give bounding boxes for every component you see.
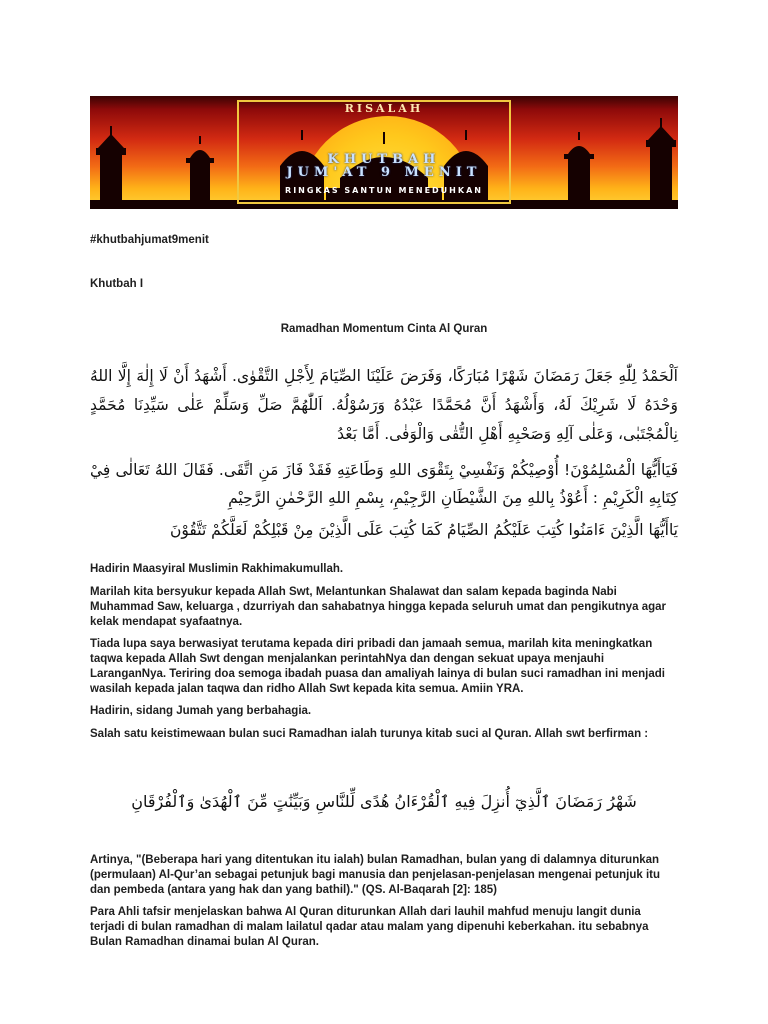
paragraph-wasiat: Tiada lupa saya berwasiyat terutama kepada diri pribadi dan jamaah semua, marilah kita meningkatkan taqwa kepada Allah Swt dengan menjalankan perintahNya dan dengan sekuat upaya menjauhi LaranganNya. Teriring doa semoga ibadah puasa dan amaliyah lainya di bulan suci ramadhan ini menjadi wasilah kepada jalan taqwa dan ridho Allah Swt kepada kita semua. Amiin YRA. xyxy=(90,638,665,695)
arabic-wasiat: فَيَاأَيُّهَا الْمُسْلِمُوْنَ! أُوْصِيْكُمْ وَنَفْسِيْ بِتَقْوَى اللهِ وَطَاعَتِهِ فَقَدْ فَازَ مَنِ اتَّقَى. فَقَالَ اللهُ تَعَالٰى فِيْ كِتَابِهِ الْكَرِيْمِ : أَعُوْذُ بِاللهِ مِنَ الشَّيْطَانِ الرَّجِيْمِ، بِسْمِ اللهِ الرَّحْمٰنِ الرَّحِيْمِ xyxy=(90,461,678,507)
document-title: Ramadhan Momentum Cinta Al Quran xyxy=(280,323,488,335)
paragraph-tafsir: Para Ahli tafsir menjelaskan bahwa Al Quran diturunkan Allah dari lauhil mahfud menuju langit dunia terjadi di bulan ramadhan di malam lailatul qadar atau malam yang dipenuhi keberkahan. itu sebabnya Bulan Ramadhan dinamai bulan Al Quran. xyxy=(90,906,649,948)
arabic-verse-ramadhan: شَهْرُ رَمَضَانَ ٱلَّذِيٓ أُنزِلَ فِيهِ ٱلْقُرْءَانُ هُدًى لِّلنَّاسِ وَبَيِّنَٰتٍ مِّنَ ٱلْهُدَىٰ وَٱلْفُرْقَانِ xyxy=(131,792,637,811)
banner-line2: JUM'AT 9 MENIT xyxy=(286,165,482,180)
banner-title: RISALAH xyxy=(344,102,424,115)
section-heading: Khutbah I xyxy=(90,278,144,290)
arabic-verse-fasting: يَاأَيُّهَا الَّذِيْنَ ءَامَنُوا كُتِبَ عَلَيْكُمُ الصِّيَامُ كَمَا كُتِبَ عَلَى الَّذِيْنَ مِنْ قَبْلِكُمْ لَعَلَّكُمْ تَتَّقُوْنَ xyxy=(170,521,678,539)
paragraph-intro: Salah satu keistimewaan bulan suci Ramadhan ialah turunya kitab suci al Quran. Allah swt berfirman : xyxy=(90,728,649,740)
paragraph-address: Hadirin, sidang Jumah yang berbahagia. xyxy=(90,705,312,717)
paragraph-gratitude: Marilah kita bersyukur kepada Allah Swt, Melantunkan Shalawat dan salam kepada baginda Nabi Muhammad Saw, keluarga , dzurriyah dan sahabatnya hingga kepada seluruh umat dan pengikutnya agar kelak mendapat syafaatnya. xyxy=(90,586,666,628)
paragraph-greeting: Hadirin Maasyiral Muslimin Rakhimakumullah. xyxy=(90,563,344,575)
hashtag: #khutbahjumat9menit xyxy=(90,234,209,246)
banner-tagline: RINGKAS SANTUN MENEDUHKAN xyxy=(285,186,483,195)
banner-line1: KHUTBAH xyxy=(327,152,441,167)
paragraph-translation: Artinya, "(Beberapa hari yang ditentukan itu ialah) bulan Ramadhan, bulan yang di dalamnya diturunkan (permulaan) Al-Qur’an sebagai petunjuk bagi manusia dan penjelasan-penjelasan mengenai petunjuk itu dan pembeda (antara yang hak dan yang bathil)." (QS. Al-Baqarah [2]: 185) xyxy=(90,854,661,896)
header-banner xyxy=(90,96,678,209)
arabic-opening: اَلْحَمْدُ لِلّٰهِ جَعَلَ رَمَضَانَ شَهْرًا مُبَارَكًا، وَفَرَضَ عَلَيْنَا الصِّيَامَ لِأَجْلِ التَّقْوٰى. أَشْهَدُ أَنْ لَا إِلٰهَ إِلَّا اللهُ وَحْدَهُ لَا شَرِيْكَ لَهُ، وَأَشْهَدُ أَنَّ مُحَمَّدًا عَبْدُهُ وَرَسُوْلُهُ. اَللّٰهُمَّ صَلِّ وَسَلِّمْ عَلٰى سَيِّدِنَا مُحَمَّدٍ نِالْمُجْتَبٰى، وَعَلٰى آلِهِ وَصَحْبِهِ أَهْلِ التُّقٰى وَالْوَفٰى. أَمَّا بَعْدُ xyxy=(90,367,678,443)
